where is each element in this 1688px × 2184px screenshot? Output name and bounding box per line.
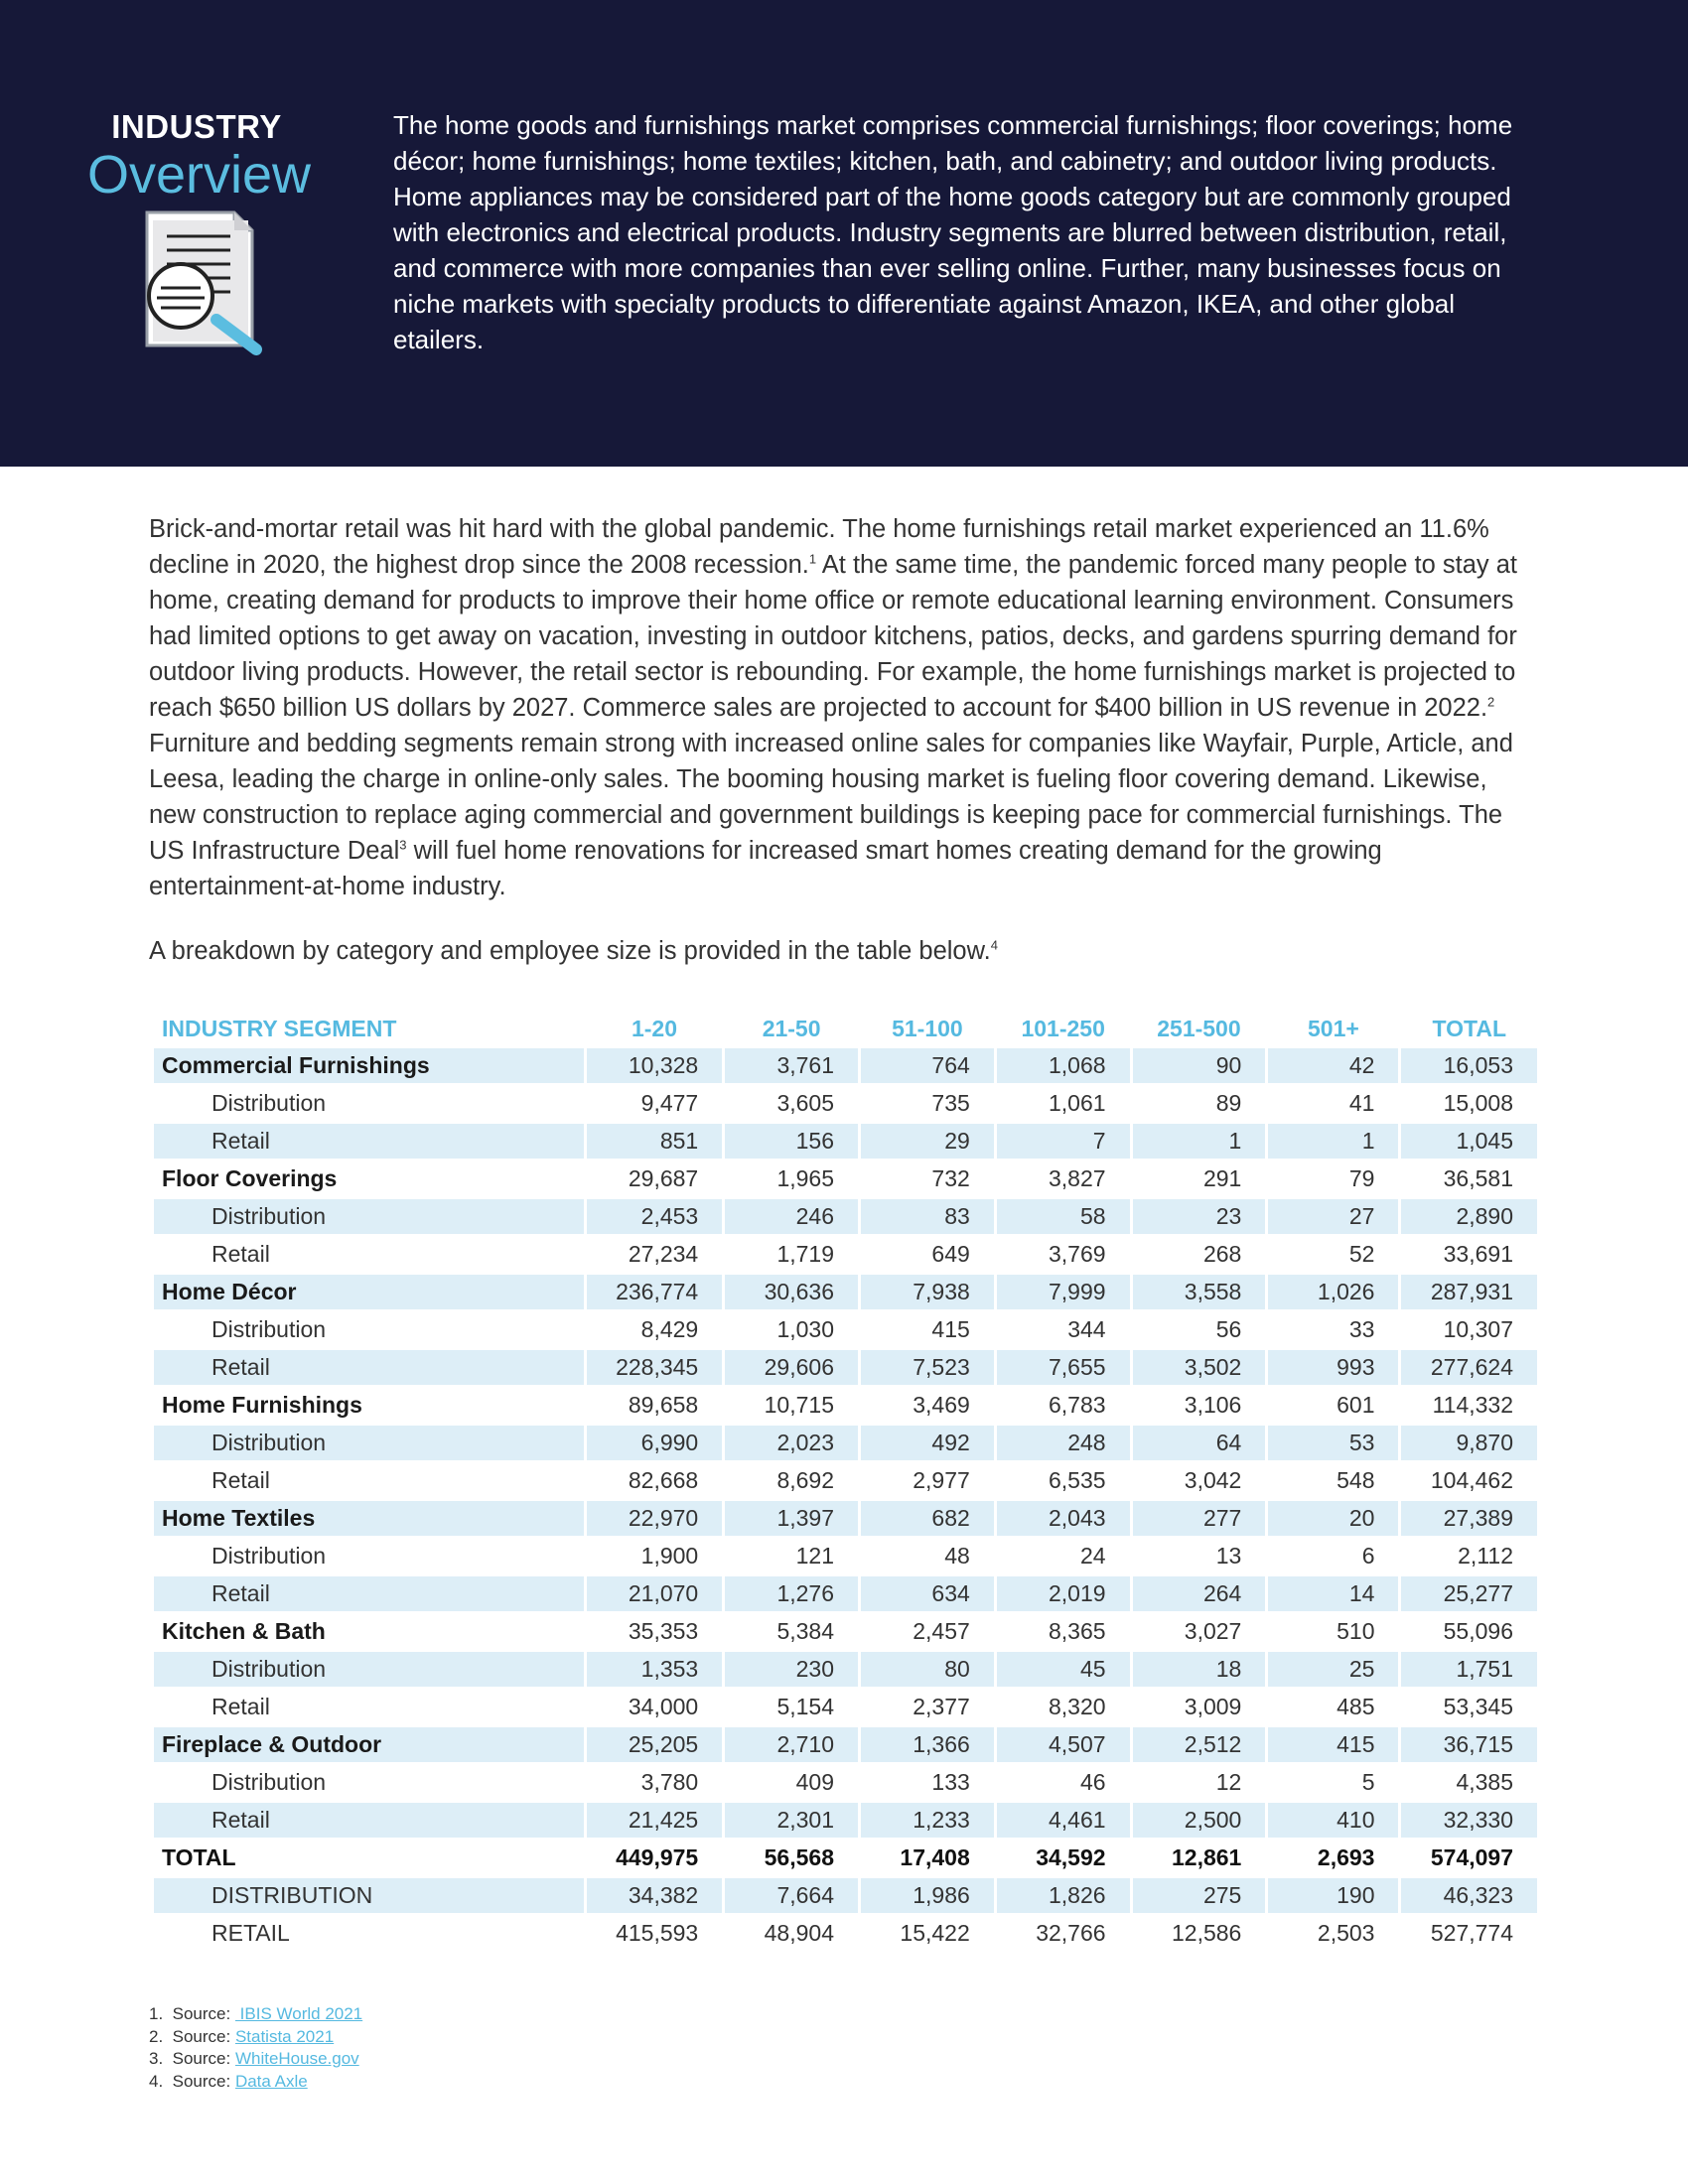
table-row	[154, 1048, 1537, 1086]
row-value: 8,692	[725, 1463, 858, 1501]
table-row	[154, 1426, 1537, 1463]
row-value: 32,766	[997, 1916, 1130, 1954]
row-value: 287,931	[1401, 1275, 1537, 1312]
row-value: 7,664	[725, 1878, 858, 1916]
table-row	[154, 1765, 1537, 1803]
row-value: 485	[1268, 1690, 1398, 1727]
row-value: 4,461	[997, 1803, 1130, 1841]
row-value: 2,890	[1401, 1199, 1537, 1237]
row-label: TOTAL	[154, 1841, 584, 1878]
row-value: 156	[725, 1124, 858, 1161]
row-value: 248	[997, 1426, 1130, 1463]
row-value: 277	[1133, 1501, 1266, 1539]
row-value: 14	[1268, 1576, 1398, 1614]
table-row	[154, 1501, 1537, 1539]
footnotes	[149, 2003, 362, 2093]
footnote-ref-3: 3	[399, 837, 407, 853]
row-value: 275	[1133, 1878, 1266, 1916]
footnote-item	[149, 2003, 362, 2026]
row-value: 415	[1268, 1727, 1398, 1765]
row-value: 18	[1133, 1652, 1266, 1690]
row-value: 13	[1133, 1539, 1266, 1576]
footnote-source-link[interactable]: WhiteHouse.gov	[234, 2049, 359, 2068]
table-row	[154, 1841, 1537, 1878]
row-value: 10,328	[587, 1048, 722, 1086]
table-row	[154, 1312, 1537, 1350]
row-value: 1,026	[1268, 1275, 1398, 1312]
footnote-item	[149, 2048, 362, 2071]
row-value: 29	[861, 1124, 994, 1161]
row-label: Retail	[154, 1237, 584, 1275]
table-row	[154, 1652, 1537, 1690]
header-banner	[0, 0, 1688, 467]
row-label: Distribution	[154, 1765, 584, 1803]
row-value: 12,861	[1133, 1841, 1266, 1878]
row-value: 21,070	[587, 1576, 722, 1614]
row-label: Fireplace & Outdoor	[154, 1727, 584, 1765]
row-value: 449,975	[587, 1841, 722, 1878]
col-header-21-50: 21-50	[762, 1015, 821, 1041]
industry-overview-title	[87, 108, 312, 205]
row-value: 1,045	[1401, 1124, 1537, 1161]
table-row	[154, 1916, 1537, 1954]
row-value: 2,023	[725, 1426, 858, 1463]
table-row	[154, 1539, 1537, 1576]
table-row	[154, 1614, 1537, 1652]
row-value: 45	[997, 1652, 1130, 1690]
footnote-source-link[interactable]: Statista 2021	[234, 2026, 335, 2046]
row-label: Retail	[154, 1576, 584, 1614]
row-value: 27	[1268, 1199, 1398, 1237]
row-label: Home Décor	[154, 1275, 584, 1312]
table-row	[154, 1388, 1537, 1426]
row-value: 993	[1268, 1350, 1398, 1388]
row-value: 1,719	[725, 1237, 858, 1275]
footnote-ref-1: 1	[808, 551, 817, 567]
row-label: Distribution	[154, 1312, 584, 1350]
row-value: 2,043	[997, 1501, 1130, 1539]
document-magnifier-icon	[139, 208, 268, 357]
row-value: 133	[861, 1765, 994, 1803]
table-row	[154, 1086, 1537, 1124]
row-value: 415	[861, 1312, 994, 1350]
table-row	[154, 1199, 1537, 1237]
row-value: 9,870	[1401, 1426, 1537, 1463]
row-value: 25,205	[587, 1727, 722, 1765]
row-value: 4,507	[997, 1727, 1130, 1765]
row-value: 2,693	[1268, 1841, 1398, 1878]
row-value: 48	[861, 1539, 994, 1576]
row-value: 12,586	[1133, 1916, 1266, 1954]
row-value: 24	[997, 1539, 1130, 1576]
row-value: 9,477	[587, 1086, 722, 1124]
row-value: 36,581	[1401, 1161, 1537, 1199]
row-value: 2,453	[587, 1199, 722, 1237]
row-value: 8,429	[587, 1312, 722, 1350]
row-value: 3,769	[997, 1237, 1130, 1275]
row-value: 1,030	[725, 1312, 858, 1350]
row-value: 20	[1268, 1501, 1398, 1539]
row-value: 32,330	[1401, 1803, 1537, 1841]
row-value: 46,323	[1401, 1878, 1537, 1916]
row-value: 1	[1133, 1124, 1266, 1161]
row-value: 7,523	[861, 1350, 994, 1388]
row-value: 190	[1268, 1878, 1398, 1916]
footnote-source-link[interactable]: IBIS World 2021	[234, 2004, 363, 2023]
table-row	[154, 1803, 1537, 1841]
row-label: Kitchen & Bath	[154, 1614, 584, 1652]
col-header-501-plus: 501+	[1308, 1015, 1359, 1041]
row-value: 52	[1268, 1237, 1398, 1275]
row-value: 415,593	[587, 1916, 722, 1954]
row-value: 27,389	[1401, 1501, 1537, 1539]
row-value: 8,320	[997, 1690, 1130, 1727]
row-value: 764	[861, 1048, 994, 1086]
breakdown-paragraph	[149, 933, 1539, 969]
col-header-total: TOTAL	[1432, 1015, 1506, 1041]
row-value: 1,986	[861, 1878, 994, 1916]
row-value: 634	[861, 1576, 994, 1614]
row-value: 15,008	[1401, 1086, 1537, 1124]
row-value: 2,710	[725, 1727, 858, 1765]
table-row	[154, 1878, 1537, 1916]
row-value: 25	[1268, 1652, 1398, 1690]
row-label: Retail	[154, 1463, 584, 1501]
row-value: 48,904	[725, 1916, 858, 1954]
row-value: 29,687	[587, 1161, 722, 1199]
row-value: 22,970	[587, 1501, 722, 1539]
brand-bottom-text: Overview	[87, 145, 312, 205]
row-value: 41	[1268, 1086, 1398, 1124]
table-row	[154, 1237, 1537, 1275]
col-header-1-20: 1-20	[631, 1015, 678, 1041]
row-value: 291	[1133, 1161, 1266, 1199]
footnote-prefix: 3. Source:	[149, 2049, 235, 2068]
table-row	[154, 1275, 1537, 1312]
row-value: 30,636	[725, 1275, 858, 1312]
row-value: 46	[997, 1765, 1130, 1803]
row-value: 7	[997, 1124, 1130, 1161]
row-value: 2,457	[861, 1614, 994, 1652]
table-row	[154, 1690, 1537, 1727]
row-value: 121	[725, 1539, 858, 1576]
row-value: 732	[861, 1161, 994, 1199]
row-value: 25,277	[1401, 1576, 1537, 1614]
row-value: 83	[861, 1199, 994, 1237]
row-label: Commercial Furnishings	[154, 1048, 584, 1086]
para2-text: A breakdown by category and employee size is provided in the table below.	[149, 937, 991, 965]
row-value: 35,353	[587, 1614, 722, 1652]
row-value: 6,535	[997, 1463, 1130, 1501]
row-value: 1,900	[587, 1539, 722, 1576]
row-label: Distribution	[154, 1086, 584, 1124]
row-value: 1,965	[725, 1161, 858, 1199]
row-value: 3,827	[997, 1161, 1130, 1199]
row-label: Retail	[154, 1350, 584, 1388]
row-value: 851	[587, 1124, 722, 1161]
row-value: 15,422	[861, 1916, 994, 1954]
row-value: 29,606	[725, 1350, 858, 1388]
row-value: 16,053	[1401, 1048, 1537, 1086]
row-value: 23	[1133, 1199, 1266, 1237]
row-label: Distribution	[154, 1426, 584, 1463]
row-value: 1	[1268, 1124, 1398, 1161]
intro-paragraph: The home goods and furnishings market comprises commercial furnishings; floor coverings; home décor; home furnishings; home textiles; kitchen, bath, and cabinetry; and outdoor living products. Home appliances may be considered part of the home goods category but are commonly grouped with electronics and electrical products. Industry segments are blurred between distribution, retail, and commerce with more companies than ever selling online. Further, many businesses focus on niche markets with specialty products to differentiate against Amazon, IKEA, and other global etailers.	[393, 110, 1513, 354]
footnote-prefix: 2. Source:	[149, 2026, 235, 2046]
row-value: 3,780	[587, 1765, 722, 1803]
row-value: 7,999	[997, 1275, 1130, 1312]
row-value: 3,042	[1133, 1463, 1266, 1501]
row-value: 53	[1268, 1426, 1398, 1463]
row-value: 246	[725, 1199, 858, 1237]
row-value: 10,307	[1401, 1312, 1537, 1350]
footnote-ref-4: 4	[990, 937, 998, 953]
row-value: 492	[861, 1426, 994, 1463]
row-value: 5	[1268, 1765, 1398, 1803]
para1-part-d: will fuel home renovations for increased smart homes creating demand for the growing entertainment-at-home industry.	[149, 837, 1382, 900]
row-value: 3,558	[1133, 1275, 1266, 1312]
row-value: 1,233	[861, 1803, 994, 1841]
footnote-prefix: 1. Source:	[149, 2004, 235, 2023]
row-value: 55,096	[1401, 1614, 1537, 1652]
row-value: 10,715	[725, 1388, 858, 1426]
row-value: 34,382	[587, 1878, 722, 1916]
row-value: 2,019	[997, 1576, 1130, 1614]
footnote-ref-2: 2	[1487, 694, 1495, 710]
row-value: 601	[1268, 1388, 1398, 1426]
col-header-segment: INDUSTRY SEGMENT	[162, 1015, 397, 1041]
table-row	[154, 1124, 1537, 1161]
row-value: 33	[1268, 1312, 1398, 1350]
row-value: 80	[861, 1652, 994, 1690]
row-value: 3,009	[1133, 1690, 1266, 1727]
row-value: 268	[1133, 1237, 1266, 1275]
row-value: 7,655	[997, 1350, 1130, 1388]
row-value: 264	[1133, 1576, 1266, 1614]
col-header-251-500: 251-500	[1157, 1015, 1241, 1041]
row-value: 527,774	[1401, 1916, 1537, 1954]
row-value: 58	[997, 1199, 1130, 1237]
col-header-51-100: 51-100	[892, 1015, 963, 1041]
row-label: Home Furnishings	[154, 1388, 584, 1426]
row-value: 8,365	[997, 1614, 1130, 1652]
row-value: 510	[1268, 1614, 1398, 1652]
row-value: 6,990	[587, 1426, 722, 1463]
row-value: 64	[1133, 1426, 1266, 1463]
row-value: 2,977	[861, 1463, 994, 1501]
row-value: 3,761	[725, 1048, 858, 1086]
row-label: Floor Coverings	[154, 1161, 584, 1199]
row-label: Retail	[154, 1690, 584, 1727]
footnote-item	[149, 2071, 362, 2094]
table-row	[154, 1727, 1537, 1765]
row-value: 34,000	[587, 1690, 722, 1727]
table-body	[154, 1048, 1537, 1954]
table-row	[154, 1576, 1537, 1614]
row-value: 3,605	[725, 1086, 858, 1124]
row-label: DISTRIBUTION	[154, 1878, 584, 1916]
row-value: 236,774	[587, 1275, 722, 1312]
row-value: 409	[725, 1765, 858, 1803]
row-value: 5,154	[725, 1690, 858, 1727]
row-value: 230	[725, 1652, 858, 1690]
row-value: 1,061	[997, 1086, 1130, 1124]
footnote-item	[149, 2026, 362, 2049]
row-value: 228,345	[587, 1350, 722, 1388]
row-value: 2,301	[725, 1803, 858, 1841]
row-value: 2,377	[861, 1690, 994, 1727]
row-value: 34,592	[997, 1841, 1130, 1878]
row-label: Distribution	[154, 1199, 584, 1237]
row-value: 1,826	[997, 1878, 1130, 1916]
row-label: Distribution	[154, 1652, 584, 1690]
row-value: 682	[861, 1501, 994, 1539]
row-value: 649	[861, 1237, 994, 1275]
row-value: 2,112	[1401, 1539, 1537, 1576]
row-value: 1,276	[725, 1576, 858, 1614]
row-value: 114,332	[1401, 1388, 1537, 1426]
row-value: 21,425	[587, 1803, 722, 1841]
table-header-row	[154, 1009, 1537, 1048]
para1-part-a: Brick-and-mortar retail was hit hard with the global pandemic. The home furnishings retail market experienced an 11.6% decline in 2020, the highest drop since the 2008 recession.	[149, 515, 1489, 579]
row-label: Home Textiles	[154, 1501, 584, 1539]
row-value: 1,068	[997, 1048, 1130, 1086]
footnote-prefix: 4. Source:	[149, 2071, 235, 2091]
row-value: 574,097	[1401, 1841, 1537, 1878]
industry-segment-table	[151, 1009, 1540, 1954]
row-value: 104,462	[1401, 1463, 1537, 1501]
row-value: 3,027	[1133, 1614, 1266, 1652]
row-value: 344	[997, 1312, 1130, 1350]
row-value: 89,658	[587, 1388, 722, 1426]
row-value: 1,366	[861, 1727, 994, 1765]
row-value: 82,668	[587, 1463, 722, 1501]
row-label: Retail	[154, 1124, 584, 1161]
row-value: 2,512	[1133, 1727, 1266, 1765]
row-value: 3,106	[1133, 1388, 1266, 1426]
row-value: 2,503	[1268, 1916, 1398, 1954]
row-value: 90	[1133, 1048, 1266, 1086]
row-value: 42	[1268, 1048, 1398, 1086]
row-value: 3,502	[1133, 1350, 1266, 1388]
table-row	[154, 1350, 1537, 1388]
row-value: 2,500	[1133, 1803, 1266, 1841]
row-value: 17,408	[861, 1841, 994, 1878]
footnote-source-link[interactable]: Data Axle	[234, 2071, 308, 2091]
row-value: 56,568	[725, 1841, 858, 1878]
row-value: 27,234	[587, 1237, 722, 1275]
row-label: RETAIL	[154, 1916, 584, 1954]
col-header-101-250: 101-250	[1021, 1015, 1105, 1041]
row-value: 1,751	[1401, 1652, 1537, 1690]
brand-top-text: INDUSTRY	[111, 108, 282, 145]
row-value: 89	[1133, 1086, 1266, 1124]
para1-part-c: Furniture and bedding segments remain strong with increased online sales for companies like Wayfair, Purple, Article, and Leesa, leading the charge in online-only sales. The booming housing market is fueling floor covering demand. Likewise, new construction to replace aging commercial and government buildings is keeping pace for commercial furnishings. The US Infrastructure Deal	[149, 730, 1513, 865]
row-label: Retail	[154, 1803, 584, 1841]
pandemic-paragraph	[149, 511, 1539, 904]
row-value: 6,783	[997, 1388, 1130, 1426]
row-value: 56	[1133, 1312, 1266, 1350]
row-value: 12	[1133, 1765, 1266, 1803]
row-value: 1,353	[587, 1652, 722, 1690]
row-value: 33,691	[1401, 1237, 1537, 1275]
row-value: 36,715	[1401, 1727, 1537, 1765]
row-value: 548	[1268, 1463, 1398, 1501]
row-value: 4,385	[1401, 1765, 1537, 1803]
row-value: 735	[861, 1086, 994, 1124]
row-value: 79	[1268, 1161, 1398, 1199]
row-value: 410	[1268, 1803, 1398, 1841]
row-value: 1,397	[725, 1501, 858, 1539]
row-value: 3,469	[861, 1388, 994, 1426]
row-value: 5,384	[725, 1614, 858, 1652]
table-row	[154, 1161, 1537, 1199]
row-value: 53,345	[1401, 1690, 1537, 1727]
para1-part-b: At the same time, the pandemic forced many people to stay at home, creating demand for products to improve their home office or remote educational learning environment. Consumers had limited options to get away on vacation, investing in outdoor kitchens, patios, decks, and gardens spurring demand for outdoor living products. However, the retail sector is rebounding. For example, the home furnishings market is projected to reach $650 billion US dollars by 2027. Commerce sales are projected to account for $400 billion in US revenue in 2022.	[149, 551, 1517, 722]
row-value: 6	[1268, 1539, 1398, 1576]
table-row	[154, 1463, 1537, 1501]
row-label: Distribution	[154, 1539, 584, 1576]
row-value: 277,624	[1401, 1350, 1537, 1388]
row-value: 7,938	[861, 1275, 994, 1312]
